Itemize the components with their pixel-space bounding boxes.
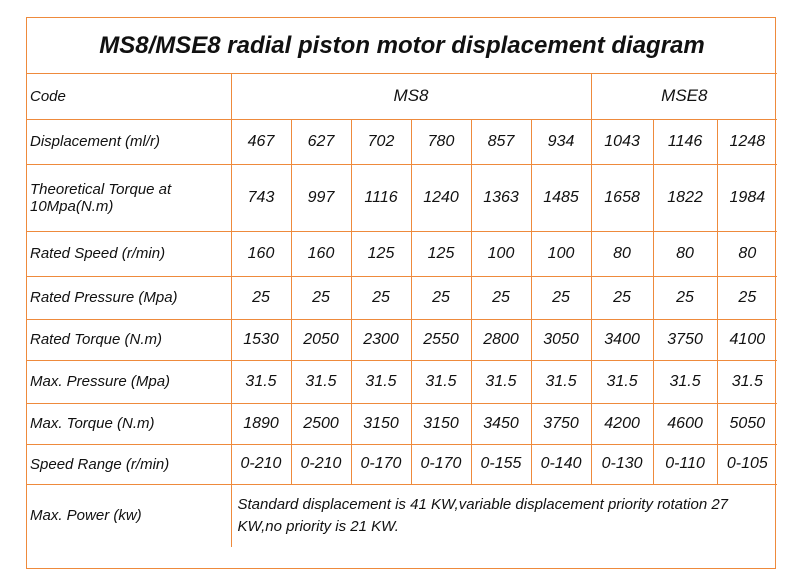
table-cell: 0-105 [717, 444, 777, 484]
table-cell: 3150 [411, 403, 471, 444]
row-label: Speed Range (r/min) [27, 444, 231, 484]
table-cell: 934 [531, 119, 591, 164]
table-cell: 2500 [291, 403, 351, 444]
group-mse8: MSE8 [591, 74, 777, 119]
table-title: MS8/MSE8 radial piston motor displacement diagram [27, 18, 777, 74]
table-cell: 31.5 [653, 360, 717, 403]
table-cell: 4600 [653, 403, 717, 444]
row-label: Displacement (ml/r) [27, 119, 231, 164]
table-cell: 997 [291, 164, 351, 231]
table-cell: 80 [653, 231, 717, 276]
row-rated-speed [27, 231, 777, 276]
table-cell: 0-155 [471, 444, 531, 484]
table-cell: 2300 [351, 319, 411, 360]
table-cell: 1485 [531, 164, 591, 231]
table-cell: 100 [471, 231, 531, 276]
table-cell: 25 [291, 276, 351, 319]
row-max-torque [27, 403, 777, 444]
table-cell: 627 [291, 119, 351, 164]
table-cell: 1240 [411, 164, 471, 231]
table-cell: 31.5 [351, 360, 411, 403]
table-cell: 31.5 [291, 360, 351, 403]
table-cell: 25 [591, 276, 653, 319]
table-cell: 467 [231, 119, 291, 164]
row-label: Rated Pressure (Mpa) [27, 276, 231, 319]
table-cell: 25 [351, 276, 411, 319]
table-cell: 100 [531, 231, 591, 276]
table-cell: 0-140 [531, 444, 591, 484]
table-cell: 780 [411, 119, 471, 164]
row-rated-pressure [27, 276, 777, 319]
row-label: Rated Torque (N.m) [27, 319, 231, 360]
table-cell: 25 [653, 276, 717, 319]
table-cell: 0-170 [351, 444, 411, 484]
table-cell: 1363 [471, 164, 531, 231]
table-cell: 31.5 [231, 360, 291, 403]
table-cell: 4100 [717, 319, 777, 360]
row-displacement [27, 119, 777, 164]
table-cell: 0-170 [411, 444, 471, 484]
table-cell: 3750 [653, 319, 717, 360]
table-cell: 1822 [653, 164, 717, 231]
table-cell: 125 [411, 231, 471, 276]
table-cell: 160 [231, 231, 291, 276]
table-cell: 25 [411, 276, 471, 319]
table-cell: 2550 [411, 319, 471, 360]
table-cell: 25 [231, 276, 291, 319]
table-cell: 1658 [591, 164, 653, 231]
table-cell: 31.5 [471, 360, 531, 403]
max-power-note: Standard displacement is 41 KW,variable displacement priority rotation 27 KW,no priority is 21 KW. [231, 484, 777, 547]
table-cell: 702 [351, 119, 411, 164]
row-rated-torque [27, 319, 777, 360]
table-cell: 31.5 [411, 360, 471, 403]
table-body [27, 74, 777, 547]
table-cell: 25 [531, 276, 591, 319]
table-cell: 3750 [531, 403, 591, 444]
table-cell: 25 [717, 276, 777, 319]
table-cell: 857 [471, 119, 531, 164]
table-cell: 1890 [231, 403, 291, 444]
table-cell: 1146 [653, 119, 717, 164]
table-cell: 31.5 [591, 360, 653, 403]
table-cell: 80 [717, 231, 777, 276]
spec-table-frame [26, 17, 776, 569]
code-label: Code [27, 74, 231, 119]
table-cell: 31.5 [717, 360, 777, 403]
table-cell: 125 [351, 231, 411, 276]
table-cell: 160 [291, 231, 351, 276]
table-cell: 1984 [717, 164, 777, 231]
table-cell: 4200 [591, 403, 653, 444]
row-speed-range [27, 444, 777, 484]
table-cell: 1043 [591, 119, 653, 164]
group-ms8: MS8 [231, 74, 591, 119]
table-cell: 1116 [351, 164, 411, 231]
row-max-pressure [27, 360, 777, 403]
table-cell: 2050 [291, 319, 351, 360]
table-cell: 0-210 [291, 444, 351, 484]
table-cell: 743 [231, 164, 291, 231]
table-cell: 31.5 [531, 360, 591, 403]
table-cell: 80 [591, 231, 653, 276]
row-label: Max. Torque (N.m) [27, 403, 231, 444]
table-cell: 0-110 [653, 444, 717, 484]
table-cell: 1530 [231, 319, 291, 360]
table-cell: 3150 [351, 403, 411, 444]
spec-table [27, 74, 777, 547]
row-max-power [27, 484, 777, 547]
row-label: Rated Speed (r/min) [27, 231, 231, 276]
table-cell: 1248 [717, 119, 777, 164]
table-cell: 3050 [531, 319, 591, 360]
table-cell: 3400 [591, 319, 653, 360]
table-cell: 3450 [471, 403, 531, 444]
row-label: Max. Pressure (Mpa) [27, 360, 231, 403]
table-cell: 0-210 [231, 444, 291, 484]
table-cell: 25 [471, 276, 531, 319]
row-theoretical-torque [27, 164, 777, 231]
table-cell: 0-130 [591, 444, 653, 484]
code-row [27, 74, 777, 119]
row-label: Max. Power (kw) [27, 484, 231, 547]
table-cell: 2800 [471, 319, 531, 360]
row-label: Theoretical Torque at 10Mpa(N.m) [27, 164, 231, 231]
table-cell: 5050 [717, 403, 777, 444]
